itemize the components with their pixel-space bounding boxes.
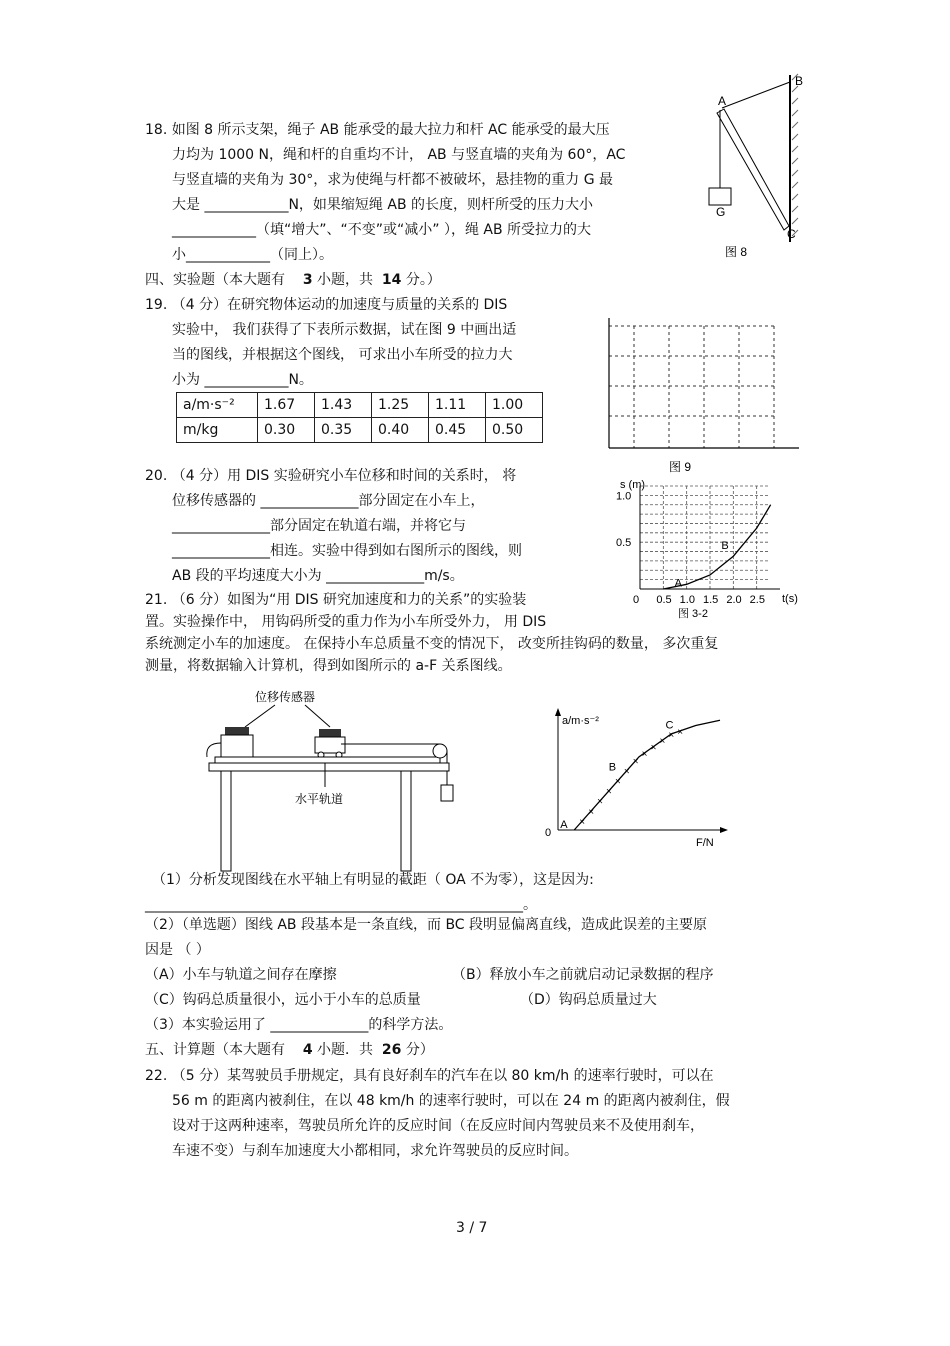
table-cell: 0.50 (486, 418, 543, 443)
table-cell: 1.43 (315, 393, 372, 418)
data-marker: × (641, 748, 648, 760)
option-c: （C）钩码总质量很小，远小于小车的总质量 (145, 992, 421, 1008)
table-cell: 0.40 (372, 418, 429, 443)
point-label: A (674, 577, 683, 590)
data-marker: × (597, 796, 603, 808)
table-cell: 1.25 (372, 393, 429, 418)
label-a: A (718, 94, 727, 108)
data-marker: × (588, 806, 595, 818)
x-tick-label: 1.5 (703, 594, 719, 606)
table-cell: 0.30 (258, 418, 315, 443)
q21-sub1: （1）分析发现图线在水平轴上有明显的截距（ OA 不为零），这是因为: (152, 872, 594, 888)
a-f-chart (540, 700, 740, 850)
q19-line: 实验中， 我们获得了下表所示数据，试在图 9 中画出适 (172, 322, 517, 338)
table-row (177, 418, 543, 443)
s-t-xlabel: t(s) (782, 593, 798, 605)
table-cell: 1.00 (486, 393, 543, 418)
data-marker: × (623, 766, 630, 778)
option-a: （A）小车与轨道之间存在摩擦 (145, 967, 337, 983)
q18-line: 力均为 1000 N，绳和杆的自重均不计， AB 与竖直墙的夹角为 60°，AC (172, 147, 626, 163)
section-4-title: 四、实验题（本大题有 3 小题，共 14 分。） (145, 272, 441, 288)
q19-data-table (176, 392, 543, 443)
section-5-title: 五、计算题（本大题有 4 小题．共 26 分） (145, 1042, 434, 1058)
x-tick-label: 2.0 (726, 594, 742, 606)
sensor-label: 位移传感器 (255, 690, 316, 704)
label-c: C (787, 227, 796, 241)
apparatus-figure (195, 685, 475, 875)
data-marker: × (606, 786, 612, 798)
q20-line: 位移传感器的 ______________部分固定在小车上， (172, 493, 485, 509)
table-head: m/kg (177, 418, 258, 443)
q18-line: ____________（填“增大”、“不变”或“减小” ），绳 AB 所受拉力的大 (172, 222, 592, 238)
q18-line: 与竖直墙的夹角为 30°，求为使绳与杆都不被破坏，悬挂物的重力 G 最 (172, 172, 614, 188)
rope-ab (722, 82, 790, 108)
q19-line: 小为 ____________N。 (172, 372, 313, 388)
track-label: 水平轨道 (295, 792, 344, 806)
option-d: （D）钩码总质量过大 (520, 992, 657, 1008)
x-tick-label: 0.5 (656, 594, 672, 606)
table-cell: 0.45 (429, 418, 486, 443)
point-label: B (721, 539, 729, 552)
q20-line: ______________相连。实验中得到如右图所示的图线，则 (172, 543, 522, 559)
data-marker: × (659, 736, 666, 748)
q21-line: 置。实验操作中， 用钩码所受的重力作为小车所受外力， 用 DIS (145, 614, 547, 630)
q21-line: 测量，将数据输入计算机，得到如图所示的 a-F 关系图线。 (145, 658, 512, 674)
q18-line: 大是 ____________N，如果缩短绳 AB 的长度，则杆所受的压力大小 (172, 197, 594, 213)
s-t-caption: 图 3-2 (678, 608, 708, 620)
q21-sub2: （2）（单选题）图线 AB 段基本是一条直线，而 BC 段明显偏离直线，造成此误差的主要原 (145, 917, 708, 933)
data-marker: × (668, 729, 675, 741)
q22-line: 22. （5 分）某驾驶员手册规定，具有良好刹车的汽车在以 80 km/h 的速率行驶时，可以在 (145, 1068, 714, 1084)
q21-sub2: 因是 （ ） (145, 942, 210, 958)
table-cell: 0.35 (315, 418, 372, 443)
q21-line: 系统测定小车的加速度。 在保持小车总质量不变的情况下， 改变所挂钩码的数量， 多次重复 (145, 636, 719, 652)
table-cell: 1.67 (258, 393, 315, 418)
y-tick-label: 1.0 (616, 490, 632, 503)
figure-8-caption: 图 8 (725, 245, 748, 259)
point-label: B (608, 761, 617, 774)
a-f-origin: 0 (545, 827, 552, 839)
y-tick-label: 0.5 (616, 537, 632, 550)
figure-9-grid (604, 318, 804, 478)
weight-g (709, 188, 731, 205)
x-tick-label: 2.5 (749, 594, 765, 606)
data-marker: × (614, 776, 621, 788)
q22-line: 56 m 的距离内被刹住，在以 48 km/h 的速率行驶时，可以在 24 m 的距离内被刹住，假 (172, 1093, 730, 1109)
table-cell: 1.11 (429, 393, 486, 418)
a-f-ylabel: a/m·s⁻² (562, 715, 599, 727)
table-row (177, 393, 543, 418)
label-g: G (716, 205, 726, 219)
data-marker: × (650, 742, 657, 754)
x-tick-label: 1.0 (679, 594, 695, 606)
a-f-xlabel: F/N (696, 837, 714, 849)
q19-line: 19. （4 分）在研究物体运动的加速度与质量的关系的 DIS (145, 297, 508, 313)
s-t-chart (600, 474, 800, 624)
q21-line: 21. （6 分）如图为“用 DIS 研究加速度和力的关系”的实验装 (145, 592, 527, 608)
data-marker: × (677, 726, 684, 738)
figure-9-caption: 图 9 (669, 460, 692, 474)
point-label: A (560, 819, 568, 831)
q18-line: 18. 如图 8 所示支架，绳子 AB 能承受的最大拉力和杆 AC 能承受的最大压 (145, 122, 610, 138)
q19-line: 当的图线，并根据这个图线， 可求出小车所受的拉力大 (172, 347, 513, 363)
figure-8-bracket (700, 70, 810, 270)
a-f-curve (574, 720, 720, 830)
q18-line: 小____________（同上）。 (172, 247, 333, 263)
data-marker: × (579, 816, 586, 828)
q21-sub3: （3）本实验运用了 ______________的科学方法。 (145, 1017, 453, 1033)
point-label: C (665, 719, 674, 732)
table-head: a/m·s⁻² (177, 393, 258, 418)
option-b: （B）释放小车之前就启动记录数据的程序 (452, 967, 714, 983)
q20-line: 20. （4 分）用 DIS 实验研究小车位移和时间的关系时， 将 (145, 468, 517, 484)
q20-line: AB 段的平均速度大小为 ______________m/s。 (172, 568, 464, 584)
s-t-ylabel: s (m) (620, 479, 646, 491)
data-marker: × (632, 756, 639, 768)
q20-line: ______________部分固定在轨道右端，并将它与 (172, 518, 466, 534)
label-b: B (795, 74, 804, 88)
rod-ac (717, 109, 789, 230)
page-number: 3 / 7 (456, 1220, 488, 1236)
q22-line: 车速不变）与刹车加速度大小都相同，求允许驾驶员的反应时间。 (172, 1143, 578, 1159)
q22-line: 设对于这两种速率，驾驶员所允许的反应时间（在反应时间内驾驶员来不及使用刹车， (172, 1118, 704, 1134)
x-tick-label: 0 (633, 594, 640, 606)
q21-sub1-blank: ______________________________________________________。 (145, 897, 537, 913)
